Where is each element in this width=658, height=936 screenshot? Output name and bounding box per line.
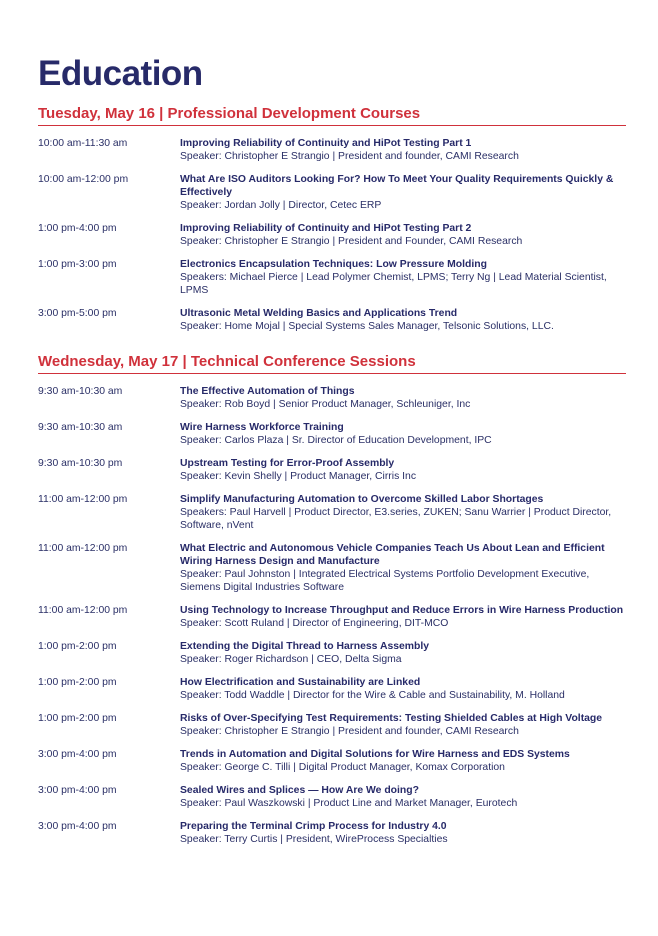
session-row xyxy=(38,784,626,810)
session-row xyxy=(38,222,626,248)
session-row xyxy=(38,457,626,483)
session-title: Risks of Over-Specifying Test Requirements: Testing Shielded Cables at High Voltage xyxy=(180,713,603,724)
session-time: 1:00 pm-2:00 pm xyxy=(38,713,117,724)
session-row xyxy=(38,542,626,594)
session-time: 1:00 pm-4:00 pm xyxy=(38,223,117,234)
section-tuesday xyxy=(38,105,626,333)
section-wednesday xyxy=(38,353,626,846)
session-time: 1:00 pm-2:00 pm xyxy=(38,641,117,652)
session-row xyxy=(38,676,626,702)
session-time: 1:00 pm-3:00 pm xyxy=(38,259,117,270)
session-speaker: Speaker: Christopher E Strangio | President and Founder, CAMI Research xyxy=(180,236,523,247)
session-title: How Electrification and Sustainability are Linked xyxy=(180,677,421,688)
session-row xyxy=(38,748,626,774)
session-row xyxy=(38,712,626,738)
session-time: 3:00 pm-4:00 pm xyxy=(38,821,117,832)
session-time: 9:30 am-10:30 am xyxy=(38,386,123,397)
session-time: 9:30 am-10:30 pm xyxy=(38,458,123,469)
session-speaker: Speaker: Roger Richardson | CEO, Delta Sigma xyxy=(180,654,402,665)
session-speaker: Speakers: Paul Harvell | Product Director, E3.series, ZUKEN; Sanu Warrier | Product Director, Software, nVent xyxy=(180,507,612,531)
session-title: Improving Reliability of Continuity and HiPot Testing Part 2 xyxy=(180,223,472,234)
session-speaker: Speakers: Michael Pierce | Lead Polymer Chemist, LPMS; Terry Ng | Lead Material Scientist, LPMS xyxy=(180,272,607,296)
session-speaker: Speaker: Scott Ruland | Director of Engineering, DIT-MCO xyxy=(180,618,449,629)
session-row xyxy=(38,258,626,297)
session-title: Extending the Digital Thread to Harness Assembly xyxy=(180,641,430,652)
session-time: 3:00 pm-4:00 pm xyxy=(38,749,117,760)
session-title: Wire Harness Workforce Training xyxy=(180,422,344,433)
session-row xyxy=(38,493,626,532)
session-time: 3:00 pm-4:00 pm xyxy=(38,785,117,796)
session-speaker: Speaker: Christopher E Strangio | President and founder, CAMI Research xyxy=(180,726,519,737)
education-page xyxy=(38,52,626,856)
session-time: 10:00 am-11:30 am xyxy=(38,138,128,149)
session-time: 9:30 am-10:30 am xyxy=(38,422,123,433)
session-title: What Are ISO Auditors Looking For? How To Meet Your Quality Requirements Quickly & Effectively xyxy=(180,174,614,198)
session-speaker: Speaker: Jordan Jolly | Director, Cetec ERP xyxy=(180,200,382,211)
session-title: The Effective Automation of Things xyxy=(180,386,355,397)
session-title: Preparing the Terminal Crimp Process for Industry 4.0 xyxy=(180,821,447,832)
session-title: Using Technology to Increase Throughput and Reduce Errors in Wire Harness Production xyxy=(180,605,624,616)
session-row xyxy=(38,137,626,163)
session-speaker: Speaker: Home Mojal | Special Systems Sales Manager, Telsonic Solutions, LLC. xyxy=(180,321,554,332)
session-time: 10:00 am-12:00 pm xyxy=(38,174,129,185)
session-title: What Electric and Autonomous Vehicle Companies Teach Us About Lean and Efficient Wiring Harness Design and Manufacture xyxy=(180,543,605,567)
page-title: Education xyxy=(38,54,203,93)
session-row xyxy=(38,307,626,333)
session-title: Electronics Encapsulation Techniques: Low Pressure Molding xyxy=(180,259,487,270)
session-title: Ultrasonic Metal Welding Basics and Applications Trend xyxy=(180,308,458,319)
session-speaker: Speaker: Paul Johnston | Integrated Electrical Systems Portfolio Development Executive, Siemens Digital Industries Software xyxy=(180,569,590,593)
session-speaker: Speaker: Todd Waddle | Director for the Wire & Cable and Sustainability, M. Holland xyxy=(180,690,565,701)
session-speaker: Speaker: George C. Tilli | Digital Product Manager, Komax Corporation xyxy=(180,762,505,773)
session-time: 11:00 am-12:00 pm xyxy=(38,543,128,554)
session-speaker: Speaker: Carlos Plaza | Sr. Director of Education Development, IPC xyxy=(180,435,492,446)
session-row xyxy=(38,173,626,212)
session-speaker: Speaker: Christopher E Strangio | President and founder, CAMI Research xyxy=(180,151,519,162)
session-speaker: Speaker: Paul Waszkowski | Product Line and Market Manager, Eurotech xyxy=(180,798,518,809)
section-heading: Tuesday, May 16 | Professional Development Courses xyxy=(38,105,626,126)
session-title: Simplify Manufacturing Automation to Overcome Skilled Labor Shortages xyxy=(180,494,544,505)
session-speaker: Speaker: Kevin Shelly | Product Manager, Cirris Inc xyxy=(180,471,417,482)
session-title: Upstream Testing for Error-Proof Assembly xyxy=(180,458,395,469)
session-row xyxy=(38,820,626,846)
session-row xyxy=(38,421,626,447)
session-row xyxy=(38,640,626,666)
session-row xyxy=(38,385,626,411)
session-time: 1:00 pm-2:00 pm xyxy=(38,677,117,688)
session-speaker: Speaker: Terry Curtis | President, WireProcess Specialties xyxy=(180,834,448,845)
section-heading: Wednesday, May 17 | Technical Conference Sessions xyxy=(38,353,626,374)
session-row xyxy=(38,604,626,630)
session-time: 11:00 am-12:00 pm xyxy=(38,605,128,616)
session-title: Improving Reliability of Continuity and HiPot Testing Part 1 xyxy=(180,138,472,149)
session-title: Trends in Automation and Digital Solutions for Wire Harness and EDS Systems xyxy=(180,749,570,760)
session-speaker: Speaker: Rob Boyd | Senior Product Manager, Schleuniger, Inc xyxy=(180,399,471,410)
session-time: 11:00 am-12:00 pm xyxy=(38,494,128,505)
session-title: Sealed Wires and Splices — How Are We doing? xyxy=(180,785,419,796)
session-time: 3:00 pm-5:00 pm xyxy=(38,308,117,319)
